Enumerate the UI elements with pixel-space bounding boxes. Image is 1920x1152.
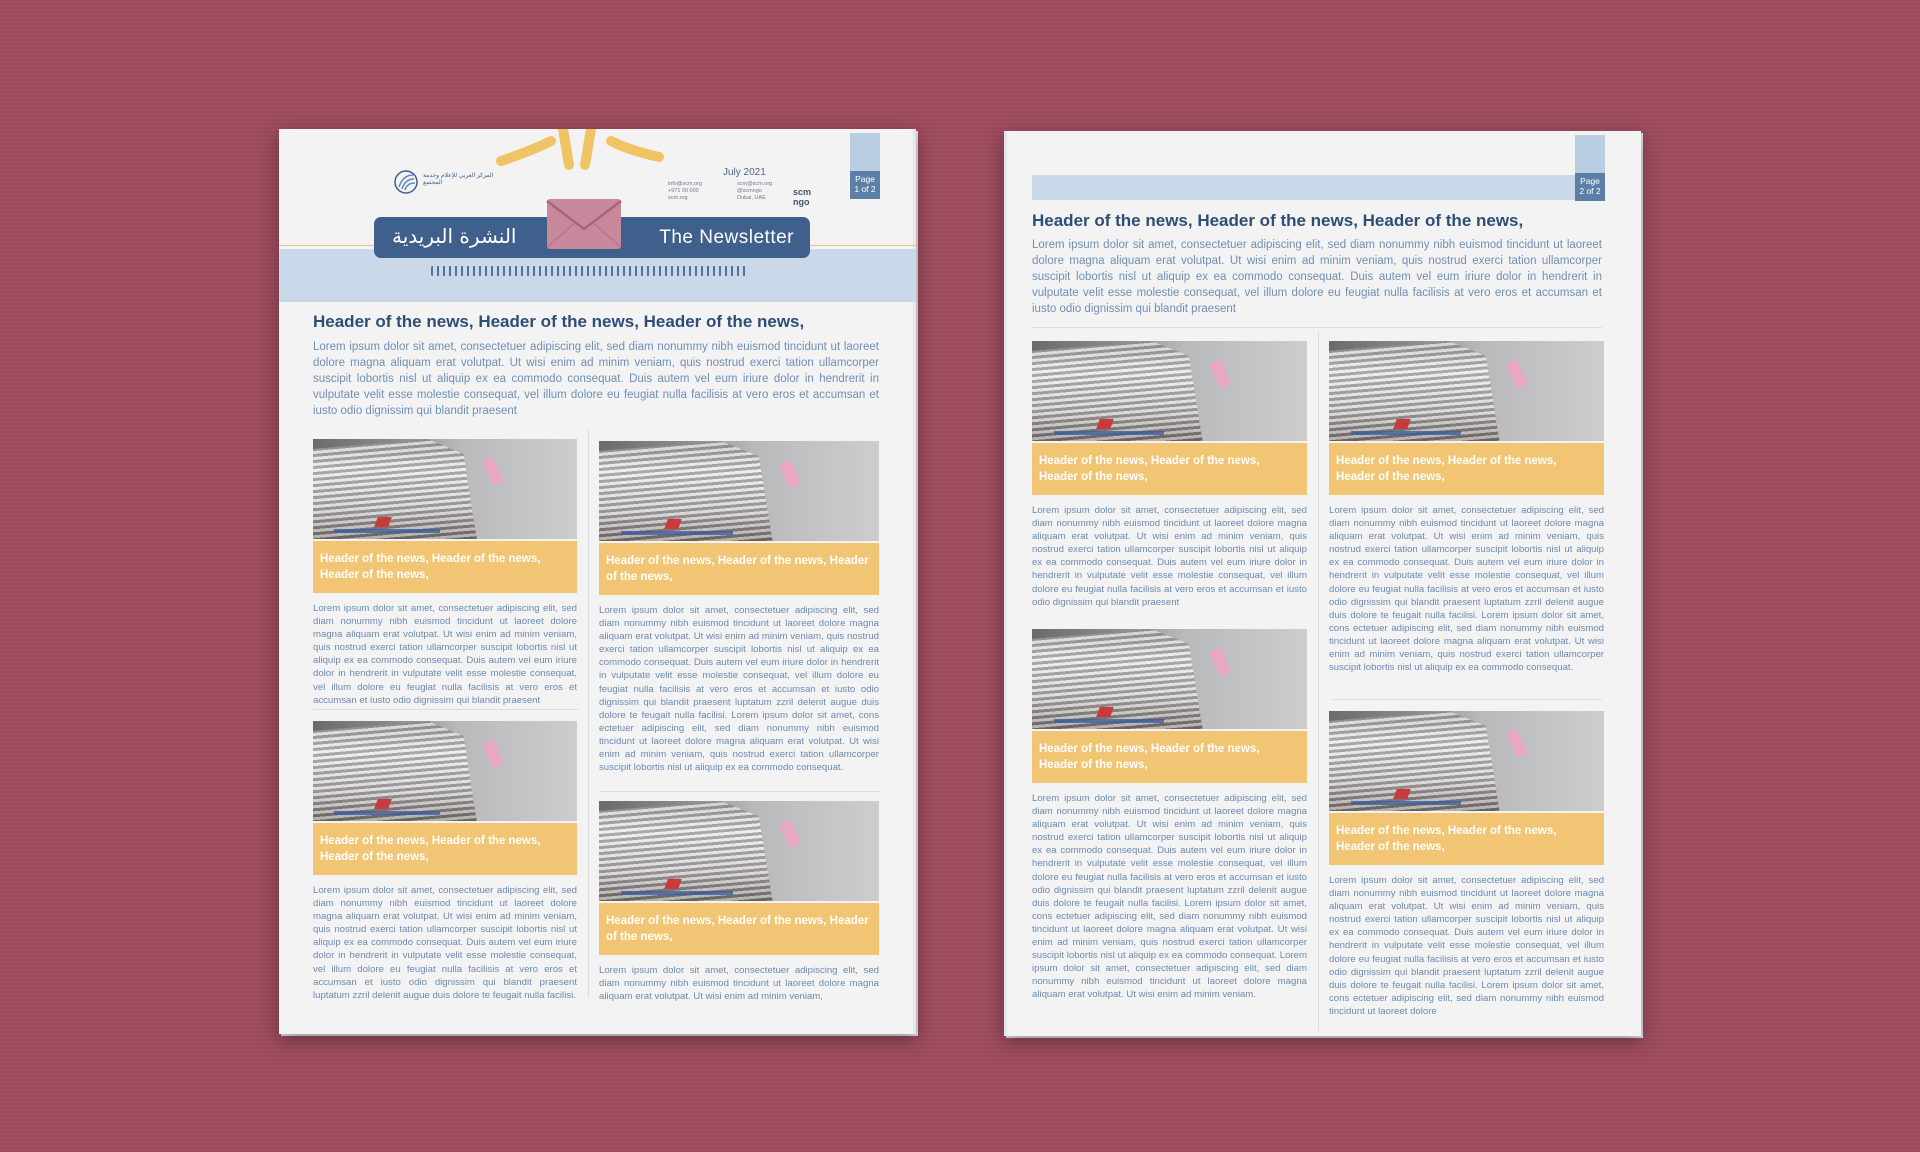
contact-info bbox=[668, 181, 702, 202]
org-name: المركز العربي للإعلام وخدمة المجتمع bbox=[423, 173, 494, 186]
article-body: Lorem ipsum dolor sit amet, consectetuer adipiscing elit, sed diam nonummy nibh euismod tincidunt ut laoreet dolore magna aliquam erat volutpat. Ut wisi enim ad minim veniam, quis nostrud exerci tation ullamcorper suscipit lobortis nisl ut aliquip ex ea commodo consequat. Duis autem vel eum iriure dolor in hendrerit in vulputate velit esse molestie consequat, vel illum dolore eu feugiat nulla facilisis at vero eros et accumsan et iusto odio dignissim qui blandit praesent bbox=[1032, 505, 1307, 608]
lead-body: Lorem ipsum dolor sit amet, consectetuer adipiscing elit, sed diam nonummy nibh euismod tincidunt ut laoreet dolore magna aliquam erat volutpat. Ut wisi enim ad minim veniam, quis nostrud exerci tation ullamcorper suscipit lobortis nisl ut aliquip ex ea commodo consequat. Duis autem vel eum iriure dolor in hendrerit in vulputate velit esse molestie consequat, vel illum dolore eu feugiat nulla facilisis at vero eros et accumsan et iusto odio dignissim qui blandit praesent bbox=[1032, 239, 1602, 315]
article-body: Lorem ipsum dolor sit amet, consectetuer adipiscing elit, sed diam nonummy nibh euismod tincidunt ut laoreet dolore magna aliquam erat volutpat. Ut wisi enim ad minim veniam, quis nostrud exerci tation ullamcorper suscipit lobortis nisl ut aliquip ex ea commodo consequat. Duis autem vel eum iriure dolor in hendrerit in vulputate velit esse molestie consequat, vel illum dolore eu feugiat nulla facilisis at vero eros et accumsan et iusto odio dignissim qui blandit praesent bbox=[313, 603, 577, 706]
article-headline: Header of the news, Header of the news, Header of the news, bbox=[313, 541, 577, 593]
issue-date: July 2021 bbox=[723, 167, 766, 178]
row-divider bbox=[1032, 327, 1602, 328]
header-band bbox=[1032, 175, 1576, 200]
contact-line: scm.org bbox=[668, 195, 688, 201]
article-body: Lorem ipsum dolor sit amet, consectetuer adipiscing elit, sed diam nonummy nibh euismod tincidunt ut laoreet dolore magna aliquam erat volutpat. Ut wisi enim ad minim veniam, quis nostrud exerci tation ullamcorper suscipit lobortis nisl ut aliquip ex ea commodo consequat. Duis autem vel eum iriure dolor in hendrerit in vulputate velit esse molestie consequat, vel illum dolore eu feugiat nulla facilisis at vero eros et accumsan et iusto odio dignissim qui blandit praesent luptatum zzril delenit augue duis dolore te feugait nulla facilisi. bbox=[313, 885, 577, 1001]
page-number: Page 1 of 2 bbox=[850, 171, 880, 199]
article-card[interactable] bbox=[1032, 629, 1307, 1002]
page-number-tab bbox=[1575, 135, 1605, 201]
article-card[interactable] bbox=[1329, 341, 1604, 674]
article-image bbox=[313, 721, 577, 821]
lead-body: Lorem ipsum dolor sit amet, consectetuer adipiscing elit, sed diam nonummy nibh euismod tincidunt ut laoreet dolore magna aliquam erat volutpat. Ut wisi enim ad minim veniam, quis nostrud exerci tation ullamcorper suscipit lobortis nisl ut aliquip ex ea commodo consequat. Duis autem vel eum iriure dolor in hendrerit in vulputate velit esse molestie consequat, vel illum dolore eu feugiat nulla facilisis at vero eros et accumsan et iusto odio dignissim qui blandit praesent bbox=[313, 341, 879, 417]
page-number: Page 2 of 2 bbox=[1575, 173, 1605, 201]
title-english: The Newsletter bbox=[659, 227, 794, 248]
article-image bbox=[1329, 711, 1604, 811]
contact-line: scm@scm.org bbox=[737, 181, 773, 187]
article-card[interactable] bbox=[599, 801, 879, 1003]
article-headline: Header of the news, Header of the news, Header of the news, bbox=[1329, 813, 1604, 865]
article-image bbox=[313, 439, 577, 539]
contact-info-2 bbox=[737, 181, 772, 202]
article-body: Lorem ipsum dolor sit amet, consectetuer adipiscing elit, sed diam nonummy nibh euismod tincidunt ut laoreet dolore magna aliquam erat volutpat. Ut wisi enim ad minim veniam, bbox=[599, 965, 879, 1003]
article-image bbox=[599, 441, 879, 541]
article-headline: Header of the news, Header of the news, Header of the news, bbox=[313, 823, 577, 875]
article-card[interactable] bbox=[313, 721, 577, 1002]
article-card[interactable] bbox=[313, 439, 577, 707]
article-body: Lorem ipsum dolor sit amet, consectetuer adipiscing elit, sed diam nonummy nibh euismod tincidunt ut laoreet dolore magna aliquam erat volutpat. Ut wisi enim ad minim veniam, quis nostrud exerci tation ullamcorper suscipit lobortis nisl ut aliquip ex ea commodo consequat. Duis autem vel eum iriure dolor in hendrerit in vulputate velit esse molestie consequat, vel illum dolore eu feugiat nulla facilisis at vero eros et accumsan et iusto odio dignissim qui blandit praesent luptatum zzril delenit augue duis dolore te feugait nulla facilisi. Lorem ipsum dolor sit amet, cons ectetuer adipiscing elit, sed diam nonummy nibh euismod tincidunt ut laoreet dolore magna aliquam erat volutpat. Ut wisi enim ad minim veniam, quis nostrud exerci tation ullamcorper suscipit lobortis nisl ut aliquip ex ea commodo consequat. bbox=[1329, 505, 1604, 674]
contact-line: Dubai, UAE bbox=[737, 195, 766, 201]
article-card[interactable] bbox=[599, 441, 879, 774]
column-divider bbox=[588, 429, 589, 997]
article-headline: Header of the news, Header of the news, Header of the news, bbox=[1032, 731, 1307, 783]
row-divider bbox=[599, 791, 879, 792]
article-card[interactable] bbox=[1329, 711, 1604, 1018]
masthead bbox=[279, 129, 916, 304]
article-headline: Header of the news, Header of the news, Header of the news, bbox=[599, 903, 879, 955]
envelope-icon bbox=[545, 195, 623, 251]
row-divider bbox=[1332, 699, 1602, 700]
scm-logo-icon bbox=[393, 169, 419, 195]
article-body: Lorem ipsum dolor sit amet, consectetuer adipiscing elit, sed diam nonummy nibh euismod tincidunt ut laoreet dolore magna aliquam erat volutpat. Ut wisi enim ad minim veniam, quis nostrud exerci tation ullamcorper suscipit lobortis nisl ut aliquip ex ea commodo consequat. Duis autem vel eum iriure dolor in hendrerit in vulputate velit esse molestie consequat, vel illum dolore eu feugiat nulla facilisis at vero eros et accumsan et iusto odio dignissim qui blandit praesent luptatum zzril delenit augue duis dolore te feugait nulla facilisi. Lorem ipsum dolor sit amet, cons ectetuer adipiscing elit, sed diam nonummy nibh euismod tincidunt ut laoreet dolore bbox=[1329, 875, 1604, 1017]
article-card[interactable] bbox=[1032, 341, 1307, 609]
decorative-pattern-icon bbox=[431, 266, 746, 276]
lead-headline: Header of the news, Header of the news, Header of the news, bbox=[1032, 211, 1524, 230]
column-divider bbox=[1318, 331, 1319, 1031]
newsletter-page-2 bbox=[1004, 131, 1641, 1036]
article-image bbox=[1032, 341, 1307, 441]
lead-headline: Header of the news, Header of the news, Header of the news, bbox=[313, 312, 805, 331]
article-headline: Header of the news, Header of the news, Header of the news, bbox=[1329, 443, 1604, 495]
contact-line: @scmngo bbox=[737, 188, 762, 194]
page-number-tab bbox=[850, 133, 880, 199]
title-arabic: النشرة البريدية bbox=[392, 224, 517, 248]
contact-line: info@scm.org bbox=[668, 181, 703, 187]
page-edge bbox=[1004, 131, 1007, 1036]
article-image bbox=[599, 801, 879, 901]
row-divider bbox=[313, 709, 578, 710]
article-image bbox=[1032, 629, 1307, 729]
scm-ngo-logo: scm ngo bbox=[793, 187, 812, 207]
contact-line: +971 00 000 bbox=[668, 188, 699, 194]
article-headline: Header of the news, Header of the news, Header of the news, bbox=[1032, 443, 1307, 495]
article-image bbox=[1329, 341, 1604, 441]
newsletter-page-1 bbox=[279, 129, 916, 1034]
article-body: Lorem ipsum dolor sit amet, consectetuer adipiscing elit, sed diam nonummy nibh euismod tincidunt ut laoreet dolore magna aliquam erat volutpat. Ut wisi enim ad minim veniam, quis nostrud exerci tation ullamcorper suscipit lobortis nisl ut aliquip ex ea commodo consequat. Duis autem vel eum iriure dolor in hendrerit in vulputate velit esse molestie consequat, vel illum dolore eu feugiat nulla facilisis at vero eros et accumsan et iusto odio dignissim qui blandit praesent luptatum zzril delenit augue duis dolore te feugait nulla facilisi. Lorem ipsum dolor sit amet, cons ectetuer adipiscing elit, sed diam nonummy nibh euismod tincidunt ut laoreet dolore magna aliquam erat volutpat. Ut wisi enim ad minim veniam, quis nostrud exerci tation ullamcorper suscipit lobortis nisl ut aliquip ex ea commodo consequat. Lorem ipsum dolor sit amet, consectetuer adipiscing elit, sed diam nonummy nibh euismod tincidunt ut laoreet dolore magna aliquam erat volutpat. Ut wisi enim ad minim veniam. bbox=[1032, 793, 1307, 1001]
article-body: Lorem ipsum dolor sit amet, consectetuer adipiscing elit, sed diam nonummy nibh euismod tincidunt ut laoreet dolore magna aliquam erat volutpat. Ut wisi enim ad minim veniam, quis nostrud exerci tation ullamcorper suscipit lobortis nisl ut aliquip ex ea commodo consequat. Duis autem vel eum iriure dolor in hendrerit in vulputate velit esse molestie consequat, vel illum dolore eu feugiat nulla facilisis at vero eros et accumsan et iusto odio dignissim qui blandit praesent luptatum zzril delenit augue duis dolore te feugait nulla facilisi. Lorem ipsum dolor sit amet, cons ectetuer adipiscing elit, sed diam nonummy nibh euismod tincidunt ut laoreet dolore magna aliquam erat volutpat. Ut wisi enim ad minim veniam, quis nostrud exerci tation ullamcorper suscipit lobortis nisl ut aliquip ex ea commodo consequat. bbox=[599, 605, 879, 774]
article-headline: Header of the news, Header of the news, Header of the news, bbox=[599, 543, 879, 595]
